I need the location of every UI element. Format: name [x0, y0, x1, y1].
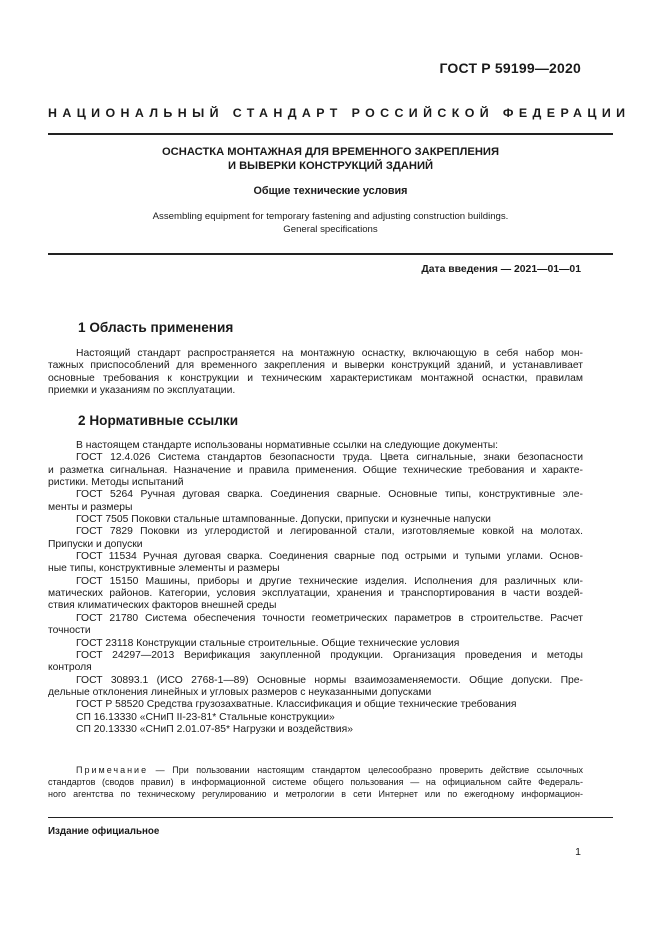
- reference-line: СП 20.13330 «СНиП 2.01.07-85* Нагрузки и воздействия»: [76, 723, 353, 735]
- reference-line: ные типы, конструктивные элементы и размеры: [48, 563, 280, 575]
- reference-line: ГОСТ 21780 Система обеспечения точности геометрических параметров в строительстве. Расчет: [76, 612, 583, 624]
- text-line: тажных приспособлений для временного закрепления и выверки конструкций зданий, и устанавливает: [48, 360, 583, 372]
- note-line: ного агентства по техническому регулированию и метрологии в сети Интернет или по ежегодному информацион-: [48, 789, 583, 800]
- national-standard-banner: НАЦИОНАЛЬНЫЙ СТАНДАРТ РОССИЙСКОЙ ФЕДЕРАЦИИ: [48, 106, 631, 120]
- official-edition-label: Издание официальное: [48, 826, 160, 837]
- reference-line: ГОСТ 15150 Машины, приборы и другие технические изделия. Исполнения для различных кли-: [76, 575, 583, 587]
- reference-line: дельные отклонения линейных и угловых размеров с неуказанными допусками: [48, 686, 432, 698]
- section-2-text: [48, 440, 583, 736]
- reference-line: ГОСТ 11534 Ручная дуговая сварка. Соединения сварные под острыми и тупыми углами. Основ-: [76, 551, 583, 563]
- reference-line: ГОСТ 5264 Ручная дуговая сварка. Соединения сварные. Основные типы, конструктивные эле-: [76, 489, 583, 501]
- text-line: приемки и указаниям по эксплуатации.: [48, 385, 236, 397]
- text-line: Настоящий стандарт распространяется на монтажную оснастку, включающую в себя набор мон-: [76, 348, 583, 359]
- text-line: В настоящем стандарте использованы нормативные ссылки на следующие документы:: [76, 440, 499, 451]
- reference-line: ГОСТ Р 58520 Средства грузозахватные. Классификация и общие технические требования: [76, 699, 517, 711]
- reference-line: ГОСТ 24297—2013 Верификация закупленной продукции. Организация проведения и методы: [76, 649, 583, 661]
- reference-line: менты и размеры: [48, 501, 133, 513]
- english-title: [48, 211, 613, 236]
- reference-line: ствия климатических факторов внешней среды: [48, 600, 277, 612]
- section-1-text: [48, 348, 583, 397]
- note-block: [48, 764, 583, 801]
- reference-line: матических районов. Категории, условия эксплуатации, хранения и транспортирования в части воздей-: [48, 588, 583, 600]
- reference-line: СП 16.13330 «СНиП II-23-81* Стальные конструкции»: [76, 711, 335, 723]
- section-2-heading: 2 Нормативные ссылки: [78, 413, 239, 428]
- reference-line: ГОСТ 7505 Поковки стальные штампованные. Допуски, припуски и кузнечные напуски: [76, 514, 491, 526]
- footer-divider: [48, 817, 613, 818]
- document-subtitle: Общие технические условия: [253, 185, 408, 197]
- introduction-date: Дата введения — 2021—01—01: [421, 264, 581, 275]
- reference-line: ГОСТ 7829 Поковки из углеродистой и легированной стали, изготовляемые ковкой на молотах.: [76, 526, 583, 538]
- title-divider: [48, 253, 613, 255]
- reference-line: Припуски и допуски: [48, 538, 143, 550]
- note-line: стандартов (сводов правил) в информационной системе общего пользования — на официальном сайте Федераль-: [48, 777, 583, 788]
- english-title-line-2: General specifications: [283, 223, 378, 235]
- note-line-1-text: — При пользовании настоящим стандартом целесообразно проверить действие ссылочных: [148, 765, 583, 775]
- top-divider: [48, 133, 613, 135]
- page-number: 1: [575, 846, 581, 858]
- document-code: ГОСТ Р 59199—2020: [439, 60, 581, 76]
- note-label: Примечание: [76, 765, 149, 775]
- reference-line: ГОСТ 12.4.026 Система стандартов безопасности труда. Цвета сигнальные, знаки безопасности: [76, 452, 583, 464]
- section-1-heading: 1 Область применения: [78, 320, 234, 335]
- title-line-2: И ВЫВЕРКИ КОНСТРУКЦИЙ ЗДАНИЙ: [227, 159, 434, 172]
- reference-line: и разметка сигнальная. Назначение и правила применения. Общие технические требования и характе-: [48, 464, 583, 476]
- reference-line: ГОСТ 23118 Конструкции стальные строительные. Общие технические условия: [76, 637, 460, 649]
- text-line: основные требования к конструкции и техническим характеристикам монтажной оснастки, правилам: [48, 372, 583, 384]
- reference-line: точности: [48, 625, 91, 637]
- english-title-line-1: Assembling equipment for temporary fastening and adjusting construction buildings.: [152, 211, 509, 222]
- note-line: [48, 764, 583, 776]
- document-title: [48, 146, 613, 173]
- reference-line: ГОСТ 30893.1 (ИСО 2768-1—89) Основные нормы взаимозаменяемости. Общие допуски. Пре-: [76, 674, 583, 686]
- reference-line: ристики. Методы испытаний: [48, 477, 184, 489]
- reference-line: контроля: [48, 662, 92, 674]
- title-line-1: ОСНАСТКА МОНТАЖНАЯ ДЛЯ ВРЕМЕННОГО ЗАКРЕПЛЕНИЯ: [161, 146, 499, 158]
